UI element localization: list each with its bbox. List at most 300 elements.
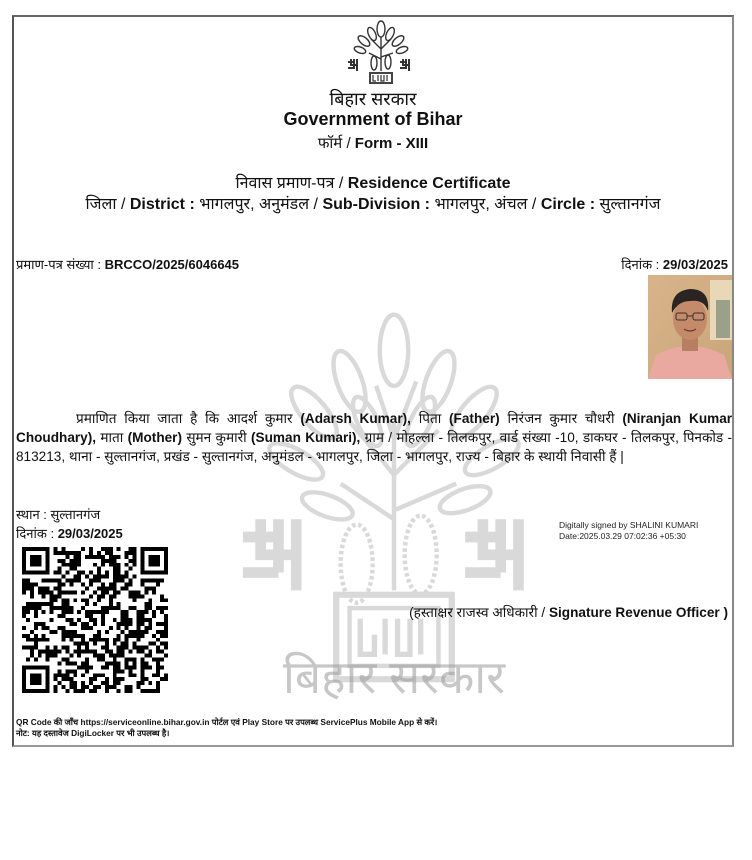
qr-module (58, 606, 62, 610)
qr-module (97, 654, 101, 658)
qr-module (148, 586, 152, 590)
qr-module (113, 575, 117, 579)
qr-module (132, 559, 136, 563)
qr-module (113, 594, 117, 598)
qr-module (65, 650, 69, 654)
qr-module (152, 590, 156, 594)
qr-module (148, 602, 152, 606)
qr-module (81, 650, 85, 654)
qr-module (129, 689, 133, 693)
qr-module (65, 657, 69, 661)
qr-module (109, 685, 113, 689)
qr-module (77, 575, 81, 579)
issue-date-label: दिनांक : (621, 257, 660, 272)
qr-module (54, 689, 58, 693)
qr-module (121, 646, 125, 650)
qr-module (156, 661, 160, 665)
qr-module (65, 646, 69, 650)
qr-module (38, 622, 42, 626)
qr-module (34, 614, 38, 618)
address-details: थाना - सुल्तानगंज, प्रखंड - सुल्तानगंज, अनुमंडल - भागलपुर, जिला - भागलपुर, (68, 449, 453, 464)
qr-module (136, 650, 140, 654)
qr-module (42, 638, 46, 642)
qr-module (93, 642, 97, 646)
qr-module (65, 555, 69, 559)
qr-module (109, 583, 113, 587)
qr-module (121, 575, 125, 579)
qr-module (125, 586, 129, 590)
qr-module (42, 626, 46, 630)
qr-module (85, 661, 89, 665)
qr-module (125, 610, 129, 614)
qr-module (42, 586, 46, 590)
qr-code-icon[interactable] (22, 547, 168, 693)
qr-module (144, 665, 148, 669)
qr-module (69, 681, 73, 685)
footer-digilocker-note: नोट: यह दस्तावेज DigiLocker पर भी उपलब्ध है। (16, 728, 170, 738)
qr-module (160, 665, 164, 669)
qr-module (156, 606, 160, 610)
qr-finder-pattern (30, 673, 42, 685)
qr-module (156, 622, 160, 626)
qr-module (129, 618, 133, 622)
qr-module (117, 622, 121, 626)
qr-module (58, 681, 62, 685)
qr-module (69, 618, 73, 622)
qr-module (113, 657, 117, 661)
qr-module (89, 571, 93, 575)
qr-module (105, 590, 109, 594)
qr-module (46, 590, 50, 594)
qr-module (101, 590, 105, 594)
qr-module (97, 586, 101, 590)
qr-module (22, 634, 26, 638)
qr-module (105, 665, 109, 669)
qr-module (125, 646, 129, 650)
circle-label: Circle (540, 196, 586, 213)
qr-module (69, 567, 73, 571)
qr-module (93, 685, 97, 689)
qr-module (54, 586, 58, 590)
district-label: District (129, 196, 185, 213)
qr-module (152, 673, 156, 677)
qr-module (61, 610, 65, 614)
qr-module (34, 657, 38, 661)
qr-module (101, 555, 105, 559)
location-line: जिला / District : भागलपुर, अनुमंडल / Sub-Division : भागलपुर, अंचल / Circle : सुल्तानगंज (85, 196, 661, 213)
qr-module (156, 630, 160, 634)
qr-module (164, 598, 168, 602)
qr-module (54, 630, 58, 634)
qr-module (136, 626, 140, 630)
qr-module (121, 610, 125, 614)
qr-module (77, 551, 81, 555)
qr-module (42, 610, 46, 614)
qr-module (22, 610, 26, 614)
qr-module (129, 594, 133, 598)
qr-module (58, 669, 62, 673)
qr-module (160, 677, 164, 681)
qr-module (125, 622, 129, 626)
qr-module (61, 677, 65, 681)
qr-module (148, 622, 152, 626)
qr-module (101, 586, 105, 590)
certificate-page (12, 15, 734, 747)
qr-module (85, 586, 89, 590)
qr-module (73, 575, 77, 579)
qr-module (50, 606, 54, 610)
qr-module (50, 594, 54, 598)
qr-module (26, 610, 30, 614)
qr-module (140, 650, 144, 654)
qr-module (105, 681, 109, 685)
qr-module (61, 602, 65, 606)
qr-module (89, 583, 93, 587)
father-name: (Niranjan Kumar Choudhary), (16, 411, 733, 445)
qr-module (113, 673, 117, 677)
qr-module (65, 677, 69, 681)
qr-module (73, 559, 77, 563)
qr-module (105, 638, 109, 642)
qr-module (113, 586, 117, 590)
qr-module (65, 689, 69, 693)
qr-module (156, 657, 160, 661)
qr-module (26, 579, 30, 583)
post-office: डाकघर - तिलकपुर, (582, 430, 679, 445)
qr-module (77, 650, 81, 654)
qr-module (164, 622, 168, 626)
qr-module (101, 657, 105, 661)
qr-module (136, 590, 140, 594)
qr-module (65, 606, 69, 610)
qr-module (77, 665, 81, 669)
qr-module (105, 586, 109, 590)
qr-module (26, 634, 30, 638)
qr-module (152, 634, 156, 638)
signature-label (409, 602, 728, 621)
qr-module (54, 673, 58, 677)
qr-module (58, 579, 62, 583)
qr-module (132, 598, 136, 602)
qr-module (160, 630, 164, 634)
qr-module (132, 665, 136, 669)
place-date-value: 29/03/2025 (57, 526, 123, 541)
qr-module (85, 555, 89, 559)
qr-module (148, 606, 152, 610)
qr-module (34, 583, 38, 587)
qr-module (65, 571, 69, 575)
qr-module (69, 669, 73, 673)
qr-module (109, 598, 113, 602)
qr-module (46, 654, 50, 658)
qr-module (69, 563, 73, 567)
qr-module (22, 646, 26, 650)
qr-module (30, 630, 34, 634)
qr-module (97, 555, 101, 559)
qr-module (26, 657, 30, 661)
qr-module (101, 583, 105, 587)
qr-module (129, 650, 133, 654)
qr-module (160, 634, 164, 638)
pincode: पिनकोड - 813213, (16, 430, 733, 464)
applicant-photo (648, 275, 732, 379)
qr-module (101, 559, 105, 563)
qr-module (81, 661, 85, 665)
qr-module (77, 610, 81, 614)
qr-module (54, 571, 58, 575)
qr-module (105, 677, 109, 681)
qr-module (156, 669, 160, 673)
applicant-name: (Adarsh Kumar), (300, 411, 411, 426)
qr-module (89, 594, 93, 598)
qr-module (46, 657, 50, 661)
qr-module (93, 575, 97, 579)
qr-module (113, 583, 117, 587)
qr-module (117, 665, 121, 669)
qr-module (132, 661, 136, 665)
qr-module (26, 638, 30, 642)
qr-module (61, 626, 65, 630)
qr-module (136, 618, 140, 622)
qr-module (136, 594, 140, 598)
qr-module (129, 590, 133, 594)
qr-module (61, 563, 65, 567)
qr-module (65, 563, 69, 567)
qr-module (140, 665, 144, 669)
qr-module (77, 563, 81, 567)
issue-date (621, 255, 728, 273)
qr-module (113, 618, 117, 622)
qr-module (34, 626, 38, 630)
qr-module (113, 681, 117, 685)
qr-module (152, 610, 156, 614)
qr-module (85, 669, 89, 673)
qr-module (58, 673, 62, 677)
qr-module (152, 586, 156, 590)
qr-module (140, 657, 144, 661)
circle-hindi: अंचल (494, 196, 528, 213)
certification-body (16, 409, 732, 466)
qr-module (125, 642, 129, 646)
qr-module (85, 626, 89, 630)
qr-module (132, 630, 136, 634)
qr-module (81, 598, 85, 602)
qr-module (81, 665, 85, 669)
qr-module (140, 579, 144, 583)
qr-module (61, 657, 65, 661)
qr-module (93, 579, 97, 583)
qr-module (89, 614, 93, 618)
qr-module (73, 681, 77, 685)
qr-module (93, 654, 97, 658)
qr-module (93, 677, 97, 681)
qr-module (77, 618, 81, 622)
qr-module (97, 610, 101, 614)
qr-module (160, 598, 164, 602)
qr-module (101, 673, 105, 677)
qr-module (93, 622, 97, 626)
qr-module (140, 634, 144, 638)
qr-module (38, 606, 42, 610)
cert-number-label: प्रमाण-पत्र संख्या : (16, 257, 101, 272)
qr-module (132, 606, 136, 610)
certificate-title (14, 171, 732, 193)
cert-number-value: BRCCO/2025/6046645 (104, 257, 240, 272)
subdivision-label: Sub-Division (322, 196, 421, 213)
qr-module (125, 563, 129, 567)
place-and-date (16, 505, 123, 543)
place-value: सुल्तानगंज (50, 507, 101, 522)
qr-module (54, 650, 58, 654)
qr-module (121, 650, 125, 654)
qr-module (65, 602, 69, 606)
qr-finder-pattern (148, 555, 160, 567)
qr-module (81, 673, 85, 677)
qr-finder-pattern (30, 555, 42, 567)
qr-module (73, 634, 77, 638)
qr-module (73, 630, 77, 634)
qr-module (125, 634, 129, 638)
qr-module (117, 563, 121, 567)
qr-module (113, 654, 117, 658)
qr-module (93, 602, 97, 606)
qr-module (58, 661, 62, 665)
qr-module (89, 579, 93, 583)
qr-module (61, 673, 65, 677)
qr-module (54, 606, 58, 610)
qr-module (113, 669, 117, 673)
qr-module (58, 571, 62, 575)
qr-module (125, 618, 129, 622)
qr-module (69, 638, 73, 642)
qr-module (50, 654, 54, 658)
qr-module (73, 590, 77, 594)
qr-module (105, 661, 109, 665)
qr-module (156, 665, 160, 669)
qr-module (97, 575, 101, 579)
qr-module (77, 571, 81, 575)
qr-module (105, 551, 109, 555)
qr-module (58, 559, 62, 563)
qr-module (89, 650, 93, 654)
signature-label-english: Signature Revenue Officer ) (548, 605, 728, 620)
qr-module (81, 583, 85, 587)
qr-module (148, 579, 152, 583)
qr-module (125, 551, 129, 555)
qr-module (117, 669, 121, 673)
qr-module (109, 654, 113, 658)
qr-module (85, 614, 89, 618)
qr-module (129, 567, 133, 571)
qr-module (101, 654, 105, 658)
qr-module (140, 630, 144, 634)
qr-module (50, 618, 54, 622)
qr-module (136, 622, 140, 626)
qr-module (113, 661, 117, 665)
qr-module (77, 579, 81, 583)
qr-module (26, 606, 30, 610)
qr-module (50, 579, 54, 583)
state-residence: राज्य - बिहार के स्थायी निवासी हैं | (455, 449, 624, 464)
qr-module (109, 661, 113, 665)
qr-module (58, 594, 62, 598)
qr-module (22, 579, 26, 583)
qr-module (81, 547, 85, 551)
qr-module (160, 657, 164, 661)
qr-module (156, 583, 160, 587)
qr-module (164, 677, 168, 681)
qr-module (54, 551, 58, 555)
qr-module (26, 586, 30, 590)
qr-module (61, 551, 65, 555)
qr-module (121, 586, 125, 590)
qr-module (129, 669, 133, 673)
qr-module (144, 630, 148, 634)
mother-label-hindi: माता (100, 430, 124, 445)
qr-module (73, 650, 77, 654)
qr-module (65, 618, 69, 622)
qr-module (54, 685, 58, 689)
state-title-hindi: बिहार सरकार (329, 89, 417, 109)
qr-module (85, 598, 89, 602)
qr-module (117, 590, 121, 594)
qr-module (81, 571, 85, 575)
qr-module (85, 575, 89, 579)
qr-module (46, 646, 50, 650)
qr-module (121, 614, 125, 618)
qr-module (109, 586, 113, 590)
qr-module (144, 579, 148, 583)
qr-module (152, 642, 156, 646)
qr-module (61, 575, 65, 579)
qr-module (85, 642, 89, 646)
district-value: भागलपुर, (199, 196, 255, 213)
qr-module (73, 673, 77, 677)
qr-module (85, 657, 89, 661)
qr-module (77, 654, 81, 658)
qr-module (113, 579, 117, 583)
qr-module (113, 677, 117, 681)
qr-module (61, 630, 65, 634)
qr-module (136, 634, 140, 638)
qr-module (54, 598, 58, 602)
qr-module (69, 634, 73, 638)
qr-module (132, 590, 136, 594)
qr-module (105, 559, 109, 563)
village: ग्राम / मोहल्ला - तिलकपुर, (364, 430, 496, 445)
qr-module (93, 610, 97, 614)
qr-module (85, 622, 89, 626)
qr-module (30, 586, 34, 590)
qr-module (121, 654, 125, 658)
subdivision-hindi: अनुमंडल (259, 196, 310, 213)
qr-module (69, 677, 73, 681)
qr-module (164, 614, 168, 618)
qr-module (93, 590, 97, 594)
qr-module (109, 626, 113, 630)
qr-module (113, 638, 117, 642)
qr-module (105, 685, 109, 689)
qr-module (34, 638, 38, 642)
qr-module (132, 563, 136, 567)
qr-module (77, 689, 81, 693)
qr-module (65, 590, 69, 594)
qr-module (152, 579, 156, 583)
qr-module (121, 630, 125, 634)
qr-module (97, 685, 101, 689)
qr-module (69, 559, 73, 563)
qr-module (117, 661, 121, 665)
